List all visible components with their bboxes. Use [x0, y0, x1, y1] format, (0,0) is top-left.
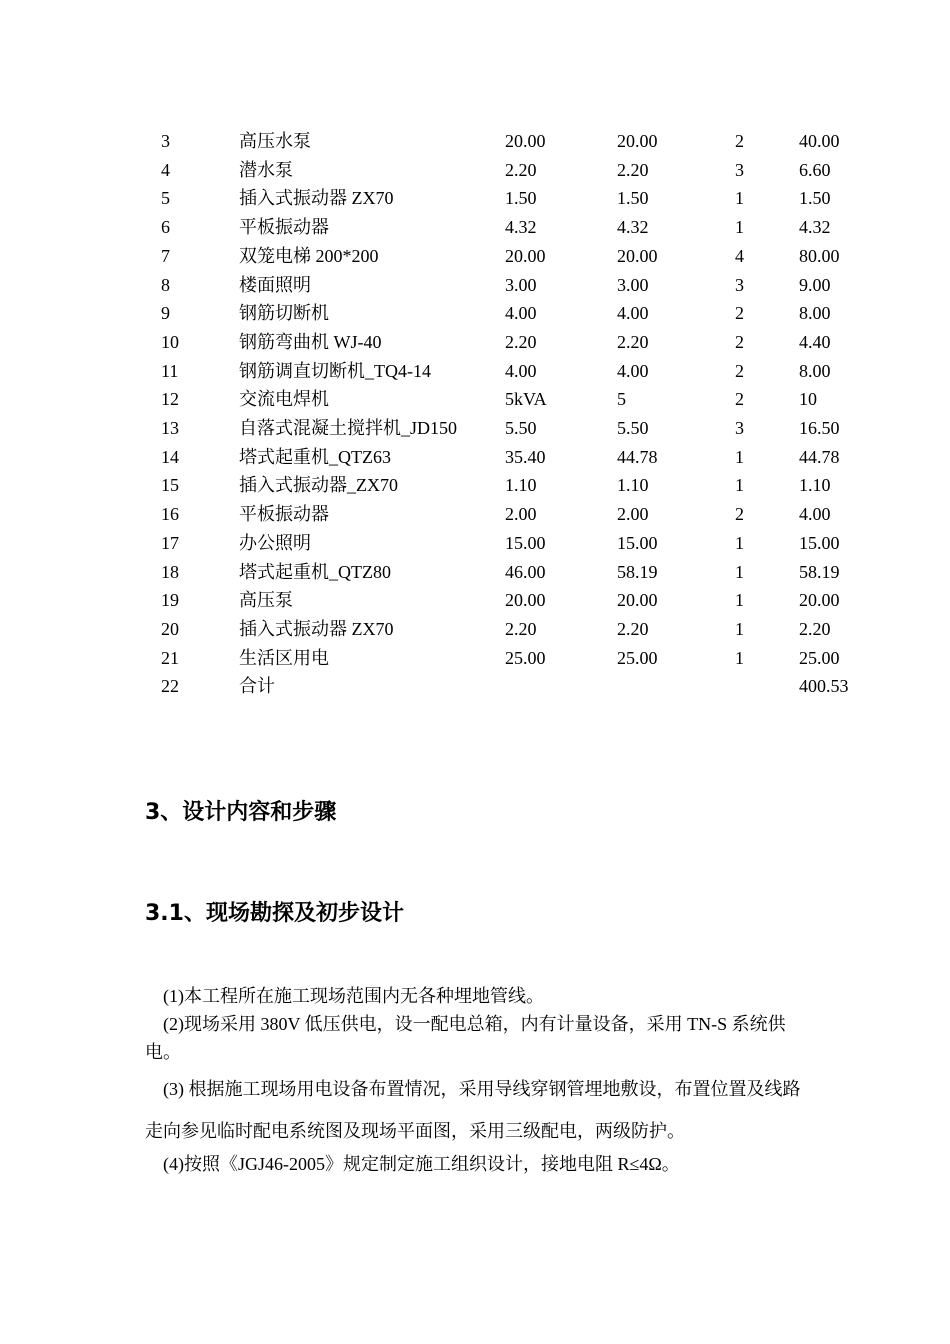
cell-total-power: 1.10 — [799, 475, 831, 496]
cell-equipment-name: 塔式起重机_QTZ63 — [239, 446, 391, 467]
table-row — [150, 500, 879, 529]
cell-quantity: 1 — [735, 446, 744, 467]
cell-converted-power: 2.20 — [617, 331, 649, 352]
cell-total-power: 80.00 — [799, 245, 840, 266]
paragraph-2: (2)现场采用 380V 低压供电，设一配电总箱，内有计量设备，采用 TN-S 系统供电。 — [145, 1014, 786, 1062]
cell-converted-power: 25.00 — [617, 647, 658, 668]
cell-equipment-name: 办公照明 — [239, 532, 311, 553]
cell-converted-power: 58.19 — [617, 561, 658, 582]
cell-rated-power — [505, 672, 617, 701]
table-row — [150, 385, 879, 414]
equipment-load-table — [150, 127, 879, 701]
cell-quantity: 1 — [735, 475, 744, 496]
cell-rated-power: 4.00 — [505, 303, 537, 324]
cell-rated-power: 35.40 — [505, 446, 546, 467]
cell-total-power: 58.19 — [799, 561, 840, 582]
cell-rated-power: 20.00 — [505, 590, 546, 611]
cell-rated-power: 5.50 — [505, 418, 537, 439]
cell-number: 22 — [161, 676, 179, 697]
cell-number: 17 — [161, 532, 179, 553]
cell-equipment-name: 楼面照明 — [239, 274, 311, 295]
cell-total-power: 4.32 — [799, 217, 831, 238]
cell-total-power: 10 — [799, 389, 817, 410]
subsection-heading: 3.1、现场勘探及初步设计 — [145, 901, 404, 926]
cell-rated-power: 46.00 — [505, 561, 546, 582]
cell-number: 3 — [161, 131, 170, 151]
cell-quantity: 2 — [735, 504, 744, 525]
cell-rated-power: 1.50 — [505, 188, 537, 209]
cell-quantity: 1 — [735, 647, 744, 668]
cell-converted-power: 4.00 — [617, 303, 649, 324]
cell-total-power: 400.53 — [799, 676, 849, 697]
table-row — [150, 213, 879, 242]
cell-number: 5 — [161, 188, 170, 209]
cell-equipment-name: 交流电焊机 — [239, 389, 329, 410]
cell-rated-power: 5kVA — [505, 389, 547, 410]
cell-number: 11 — [161, 360, 179, 381]
cell-quantity: 1 — [735, 532, 744, 553]
cell-converted-power: 44.78 — [617, 446, 658, 467]
cell-equipment-name: 生活区用电 — [239, 647, 329, 668]
cell-equipment-name: 双笼电梯 200*200 — [239, 245, 379, 266]
cell-converted-power: 2.20 — [617, 618, 649, 639]
cell-equipment-name: 自落式混凝土搅拌机_JD150 — [239, 418, 458, 439]
table-row — [150, 644, 879, 673]
cell-converted-power: 20.00 — [617, 131, 658, 151]
cell-converted-power: 1.50 — [617, 188, 649, 209]
cell-equipment-name: 插入式振动器 ZX70 — [239, 188, 394, 209]
cell-converted-power — [617, 672, 729, 701]
equipment-table-body — [150, 127, 879, 701]
cell-rated-power: 2.00 — [505, 504, 537, 525]
cell-converted-power: 20.00 — [617, 590, 658, 611]
cell-total-power: 9.00 — [799, 274, 831, 295]
paragraph-3: (3) 根据施工现场用电设备布置情况，采用导线穿钢管埋地敷设，布置位置及线路走向参见临时配电系统图及现场平面图，采用三级配电，两级防护。 — [145, 1079, 801, 1141]
table-row — [150, 357, 879, 386]
cell-quantity: 1 — [735, 561, 744, 582]
cell-converted-power: 5.50 — [617, 418, 649, 439]
cell-number: 8 — [161, 274, 170, 295]
cell-quantity: 1 — [735, 217, 744, 238]
cell-quantity: 1 — [735, 618, 744, 639]
cell-quantity: 3 — [735, 159, 744, 180]
table-row — [150, 558, 879, 587]
cell-rated-power: 25.00 — [505, 647, 546, 668]
table-row — [150, 443, 879, 472]
cell-converted-power: 20.00 — [617, 245, 658, 266]
cell-converted-power: 4.00 — [617, 360, 649, 381]
cell-rated-power: 20.00 — [505, 245, 546, 266]
cell-number: 20 — [161, 618, 179, 639]
cell-rated-power: 3.00 — [505, 274, 537, 295]
cell-equipment-name: 潜水泵 — [239, 159, 293, 180]
cell-rated-power: 4.32 — [505, 217, 537, 238]
cell-equipment-name: 钢筋弯曲机 WJ-40 — [239, 331, 382, 352]
cell-equipment-name: 塔式起重机_QTZ80 — [239, 561, 391, 582]
cell-converted-power: 2.20 — [617, 159, 649, 180]
cell-number: 7 — [161, 245, 170, 266]
table-row — [150, 127, 879, 156]
table-row — [150, 299, 879, 328]
cell-number: 15 — [161, 475, 179, 496]
table-row — [150, 672, 879, 701]
cell-number: 12 — [161, 389, 179, 410]
cell-equipment-name: 钢筋切断机 — [239, 303, 329, 324]
paragraph-1: (1)本工程所在施工现场范围内无各种埋地管线。 — [163, 986, 544, 1006]
table-row — [150, 184, 879, 213]
cell-total-power: 44.78 — [799, 446, 840, 467]
cell-rated-power: 2.20 — [505, 159, 537, 180]
cell-number: 16 — [161, 504, 179, 525]
cell-quantity: 2 — [735, 131, 744, 151]
cell-equipment-name: 钢筋调直切断机_TQ4-14 — [239, 360, 431, 381]
cell-total-power: 2.20 — [799, 618, 831, 639]
table-row — [150, 529, 879, 558]
cell-quantity: 2 — [735, 331, 744, 352]
cell-converted-power: 3.00 — [617, 274, 649, 295]
table-row — [150, 242, 879, 271]
cell-number: 9 — [161, 303, 170, 324]
cell-total-power: 6.60 — [799, 159, 831, 180]
cell-equipment-name: 高压水泵 — [239, 131, 311, 151]
cell-converted-power: 5 — [617, 389, 626, 410]
cell-rated-power: 1.10 — [505, 475, 537, 496]
cell-rated-power: 15.00 — [505, 532, 546, 553]
cell-total-power: 16.50 — [799, 418, 840, 439]
cell-number: 10 — [161, 331, 179, 352]
table-row — [150, 328, 879, 357]
cell-equipment-name: 合计 — [239, 676, 275, 697]
table-row — [150, 615, 879, 644]
cell-rated-power: 4.00 — [505, 360, 537, 381]
cell-total-power: 1.50 — [799, 188, 831, 209]
table-row — [150, 156, 879, 185]
paragraph-4: (4)按照《JGJ46-2005》规定制定施工组织设计，接地电阻 R≤4Ω。 — [163, 1154, 680, 1174]
cell-equipment-name: 插入式振动器_ZX70 — [239, 475, 398, 496]
cell-total-power: 40.00 — [799, 131, 840, 151]
cell-total-power: 15.00 — [799, 532, 840, 553]
cell-total-power: 8.00 — [799, 360, 831, 381]
table-row — [150, 471, 879, 500]
cell-number: 21 — [161, 647, 179, 668]
cell-rated-power: 2.20 — [505, 331, 537, 352]
section-heading: 3、设计内容和步骤 — [145, 800, 337, 825]
cell-quantity: 2 — [735, 389, 744, 410]
table-row — [150, 586, 879, 615]
cell-rated-power: 20.00 — [505, 131, 546, 151]
cell-converted-power: 1.10 — [617, 475, 649, 496]
cell-quantity — [729, 672, 799, 701]
table-row — [150, 271, 879, 300]
cell-converted-power: 4.32 — [617, 217, 649, 238]
cell-equipment-name: 平板振动器 — [239, 504, 329, 525]
cell-quantity: 4 — [735, 245, 744, 266]
cell-quantity: 1 — [735, 590, 744, 611]
cell-rated-power: 2.20 — [505, 618, 537, 639]
cell-total-power: 20.00 — [799, 590, 840, 611]
cell-number: 14 — [161, 446, 179, 467]
cell-total-power: 25.00 — [799, 647, 840, 668]
cell-equipment-name: 插入式振动器 ZX70 — [239, 618, 394, 639]
cell-total-power: 8.00 — [799, 303, 831, 324]
cell-number: 18 — [161, 561, 179, 582]
cell-quantity: 2 — [735, 360, 744, 381]
cell-quantity: 3 — [735, 274, 744, 295]
cell-converted-power: 15.00 — [617, 532, 658, 553]
cell-equipment-name: 高压泵 — [239, 590, 293, 611]
cell-quantity: 2 — [735, 303, 744, 324]
cell-number: 19 — [161, 590, 179, 611]
cell-equipment-name: 平板振动器 — [239, 217, 329, 238]
cell-quantity: 3 — [735, 418, 744, 439]
cell-number: 13 — [161, 418, 179, 439]
cell-total-power: 4.40 — [799, 331, 831, 352]
table-row — [150, 414, 879, 443]
cell-total-power: 4.00 — [799, 504, 831, 525]
cell-number: 4 — [161, 159, 170, 180]
cell-converted-power: 2.00 — [617, 504, 649, 525]
cell-number: 6 — [161, 217, 170, 238]
cell-quantity: 1 — [735, 188, 744, 209]
